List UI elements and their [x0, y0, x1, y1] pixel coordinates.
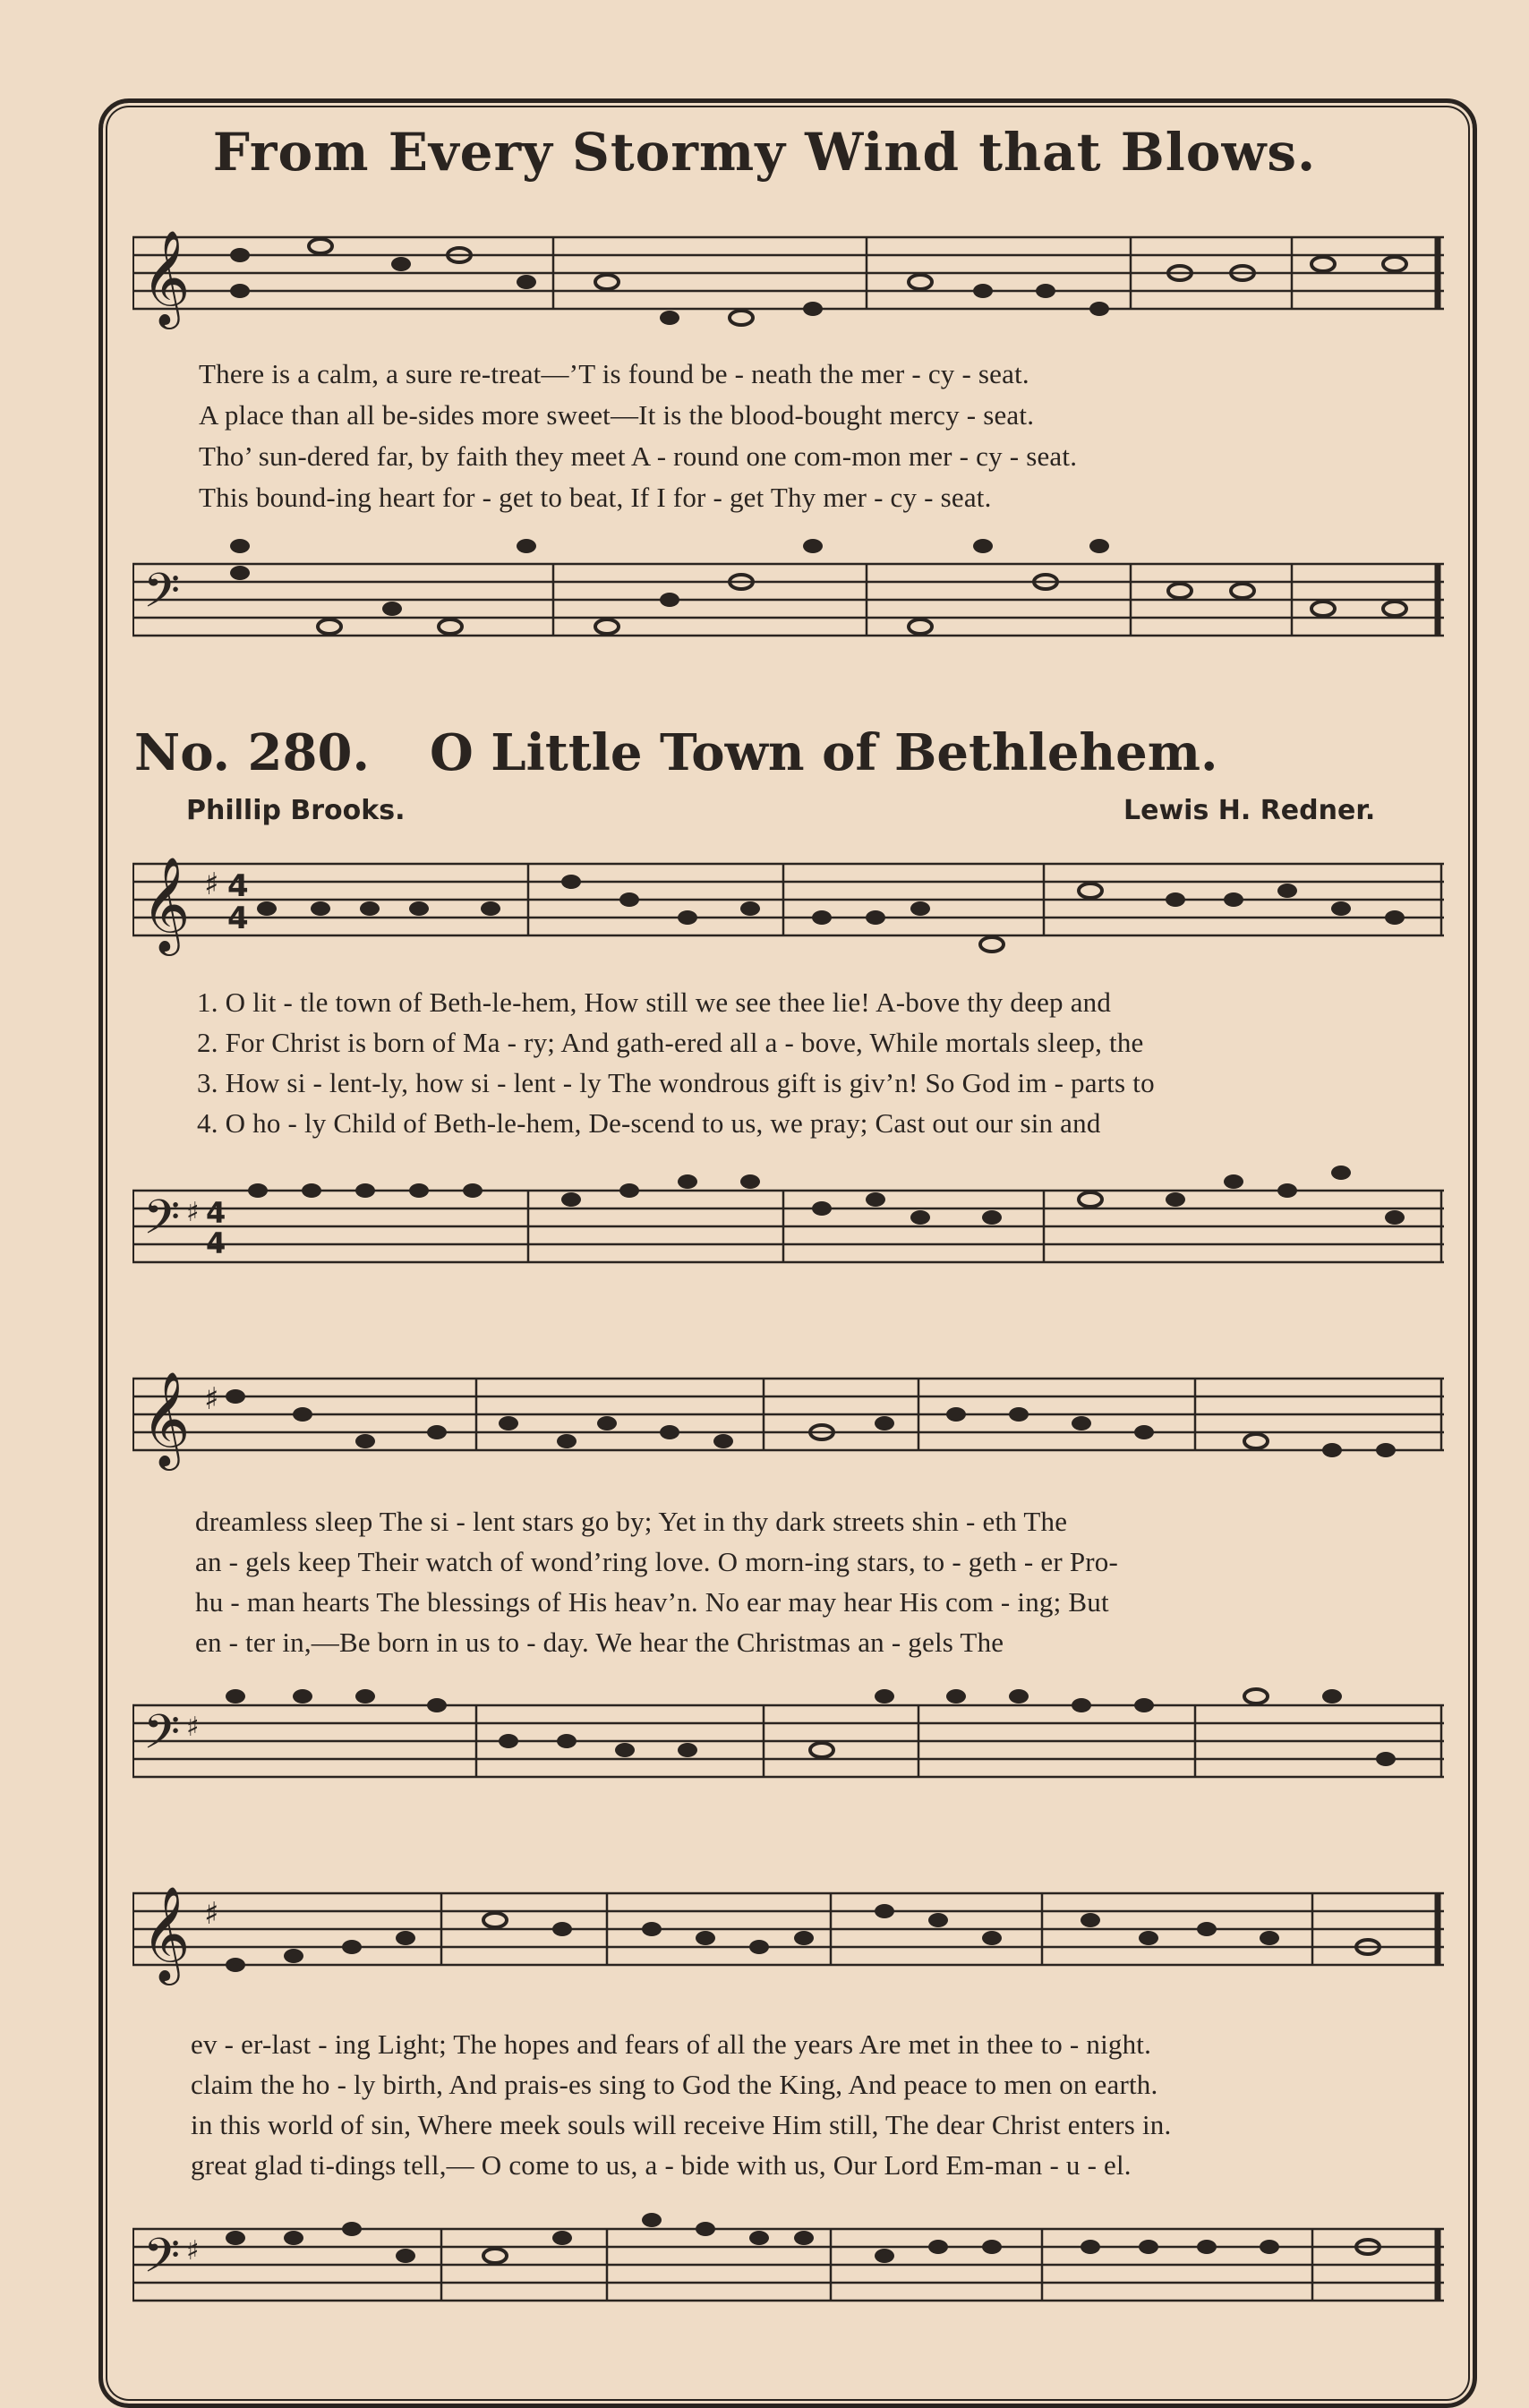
hymn-title-prev: From Every Stormy Wind that Blows. [212, 122, 1317, 183]
lyric-line-prev-1: There is a calm, a sure re-treat—’T is found be - neath the mer - cy - seat. [199, 358, 1029, 389]
svg-text:♯: ♯ [204, 1896, 219, 1932]
music-staff-treble-2 [132, 1352, 1448, 1486]
svg-text:4: 4 [227, 901, 249, 936]
staff-lines [132, 837, 1448, 971]
svg-text:𝄢: 𝄢 [143, 564, 181, 630]
svg-text:♯: ♯ [204, 1381, 219, 1417]
svg-text:♯: ♯ [186, 1712, 200, 1743]
composer-credit: Lewis H. Redner. [1123, 795, 1376, 826]
svg-text:𝄢: 𝄢 [143, 2229, 181, 2295]
lyric-line-1-1: 1. O lit - tle town of Beth-le-hem, How still we see thee lie! A-bove thy deep and [197, 986, 1112, 1018]
music-staff-treble-3 [132, 1866, 1448, 2001]
lyric-line-prev-2: A place than all be-sides more sweet—It is the blood-bought mercy - seat. [199, 399, 1035, 431]
hymn-heading [134, 723, 1218, 782]
author-credit: Phillip Brooks. [186, 795, 406, 826]
svg-text:♯: ♯ [186, 1197, 200, 1228]
svg-text:𝄞: 𝄞 [141, 1885, 191, 1981]
svg-text:4: 4 [227, 868, 249, 904]
lyric-line-3-4: great glad ti-dings tell,— O come to us, a - bide with us, Our Lord Em-man - u - el. [191, 2149, 1132, 2181]
lyric-line-prev-4: This bound-ing heart for - get to beat, If I for - get Thy mer - cy - seat. [199, 482, 992, 513]
music-staff-bass-prev [132, 528, 1448, 671]
lyric-line-prev-3: Tho’ sun-dered far, by faith they meet A - round one com-mon mer - cy - seat. [199, 440, 1078, 472]
svg-text:♯: ♯ [186, 2235, 200, 2267]
svg-text:𝄢: 𝄢 [143, 1191, 181, 1257]
lyric-line-2-3: hu - man hearts The blessings of His heav’n. No ear may hear His com - ing; But [195, 1586, 1109, 1618]
staff-lines [132, 1155, 1448, 1298]
lyric-line-2-2: an - gels keep Their watch of wond’ring love. O morn-ing stars, to - geth - er Pro- [195, 1546, 1119, 1577]
staff-lines [132, 219, 1448, 345]
svg-text:♯: ♯ [204, 867, 219, 902]
svg-text:4: 4 [206, 1226, 226, 1260]
staff-lines [132, 528, 1448, 671]
svg-text:𝄞: 𝄞 [141, 1371, 191, 1466]
hymn-title: O Little Town of Bethlehem. [430, 723, 1218, 782]
hymn-number: No. 280. [134, 723, 370, 782]
svg-text:𝄞: 𝄞 [141, 229, 191, 325]
svg-text:𝄞: 𝄞 [141, 856, 191, 952]
music-staff-bass-1 [132, 1155, 1448, 1298]
staff-lines [132, 2193, 1448, 2345]
staff-lines [132, 1352, 1448, 1486]
lyric-line-1-3: 3. How si - lent-ly, how si - lent - ly The wondrous gift is giv’n! So God im - parts to [197, 1067, 1155, 1098]
music-staff-treble-1 [132, 837, 1448, 971]
lyric-line-3-3: in this world of sin, Where meek souls will receive Him still, The dear Christ enters in. [191, 2109, 1172, 2140]
svg-text:4: 4 [206, 1196, 226, 1230]
lyric-line-3-1: ev - er-last - ing Light; The hopes and fears of all the years Are met in thee to - night. [191, 2028, 1152, 2060]
music-staff-treble-prev [132, 219, 1448, 345]
music-staff-bass-2 [132, 1669, 1448, 1822]
lyric-line-1-4: 4. O ho - ly Child of Beth-le-hem, De-scend to us, we pray; Cast out our sin and [197, 1107, 1101, 1139]
lyric-line-2-4: en - ter in,—Be born in us to - day. We hear the Christmas an - gels The [195, 1627, 1004, 1658]
lyric-line-3-2: claim the ho - ly birth, And prais-es sing to God the King, And peace to men on earth. [191, 2069, 1158, 2100]
staff-lines [132, 1669, 1448, 1822]
lyric-line-2-1: dreamless sleep The si - lent stars go by; Yet in thy dark streets shin - eth The [195, 1506, 1068, 1537]
lyric-line-1-2: 2. For Christ is born of Ma - ry; And gath-ered all a - bove, While mortals sleep, the [197, 1027, 1144, 1058]
staff-lines [132, 1866, 1448, 2001]
music-staff-bass-3 [132, 2193, 1448, 2345]
svg-text:𝄢: 𝄢 [143, 1705, 181, 1772]
